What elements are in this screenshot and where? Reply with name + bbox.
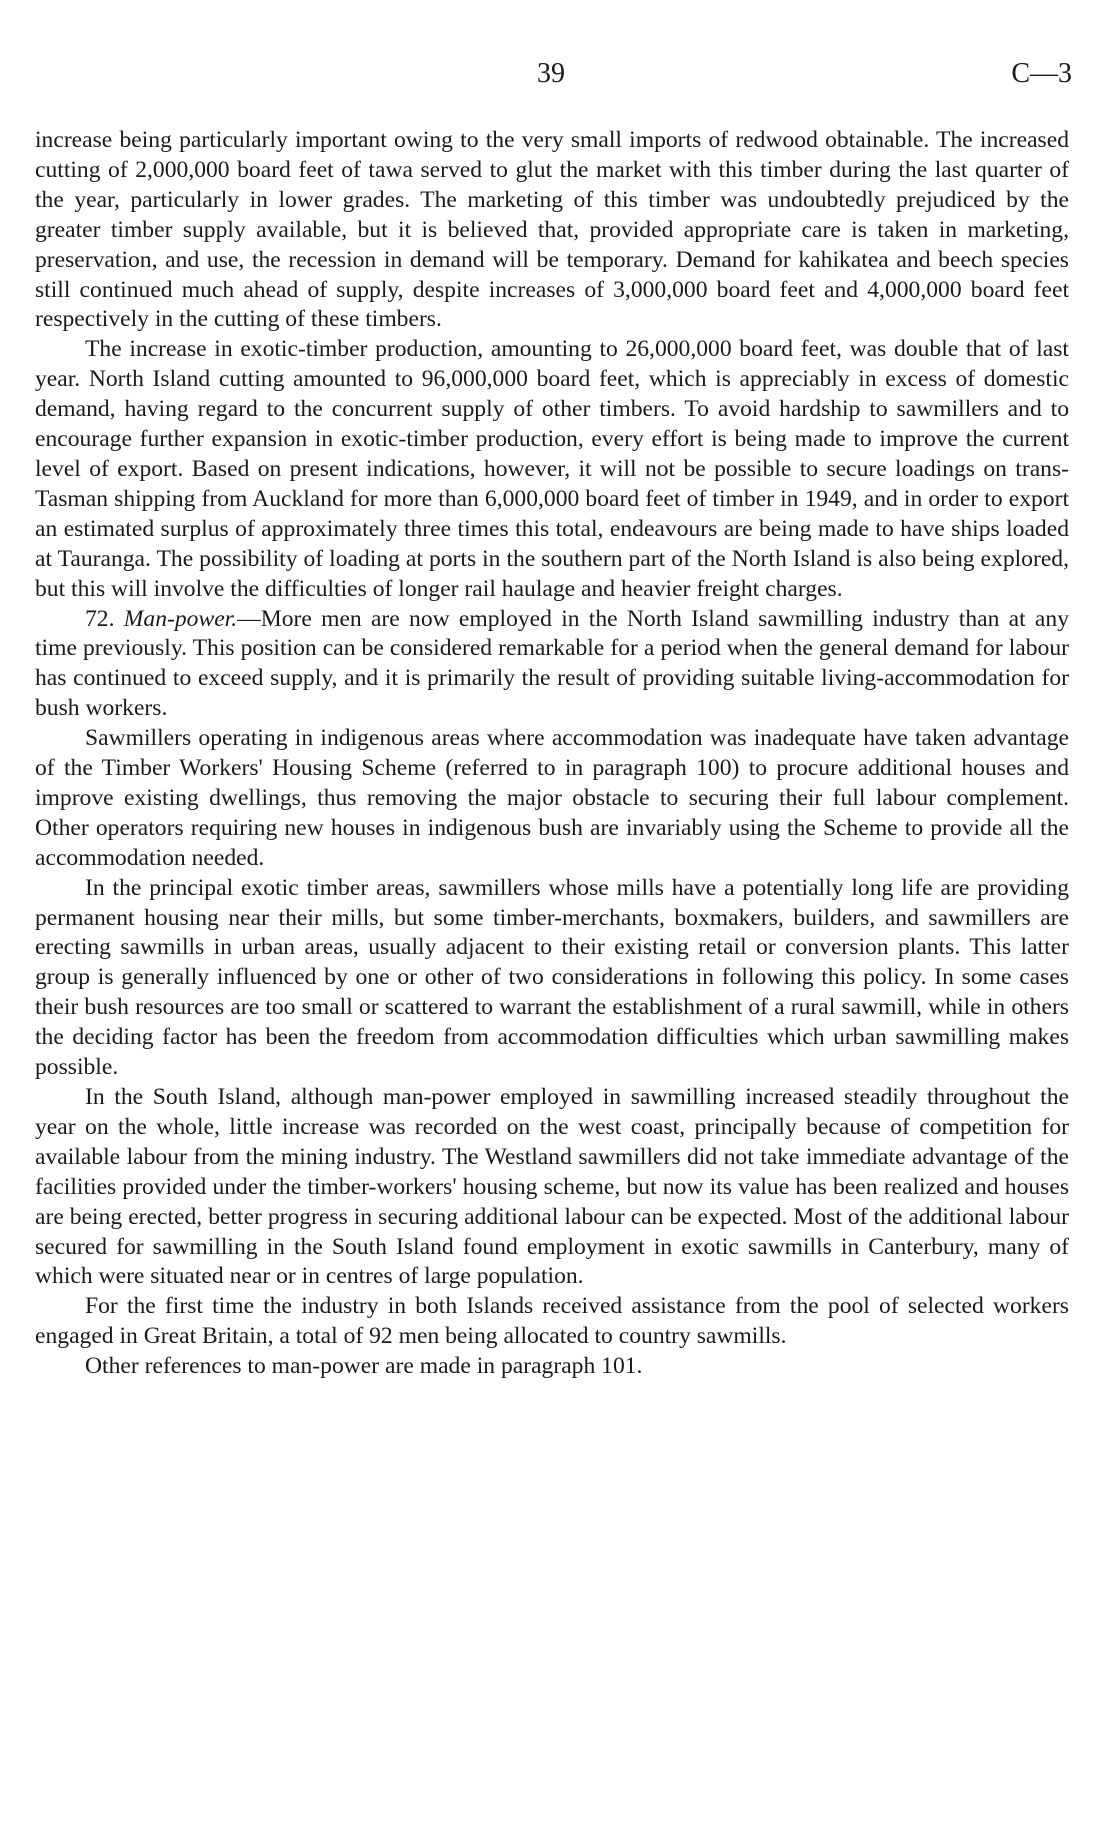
paragraph-heading: Man-power. xyxy=(123,605,238,632)
paragraph-indigenous-areas xyxy=(35,724,1069,874)
paragraph-72-man-power xyxy=(35,605,1069,725)
paragraph-text: In the principal exotic timber areas, sawmillers whose mills have a potentially long life are providing permanent housing near their mills, but some timber-merchants, boxmakers, builders, and sawmillers are erecting sawmills in urban areas, usually adjacent to their existing retail or conversion plants. This latter group is generally influenced by one or other of two considerations in following this policy. In some cases their bush resources are too small or scattered to warrant the establishment of a rural sawmill, while in others the deciding factor has been the freedom from accommodation difficulties which urban sawmilling makes possible. xyxy=(35,874,1069,1081)
paragraph-selected-workers xyxy=(35,1292,1069,1352)
paragraph-continuation xyxy=(35,126,1069,335)
paragraph-text: Sawmillers operating in indigenous areas where accommodation was inadequate have taken advantage of the Timber Workers' Housing Scheme (referred to in paragraph 100) to procure additional houses and improve existing dwellings, thus removing the major obstacle to securing their full labour complement. Other operators requiring new houses in indigenous bush are invariably using the Scheme to provide all the accommodation needed. xyxy=(35,725,1069,871)
page-header xyxy=(0,58,1114,98)
paragraph-south-island xyxy=(35,1083,1069,1292)
paragraph-exotic-timber xyxy=(35,335,1069,604)
paragraph-text: The increase in exotic-timber production, amounting to 26,000,000 board feet, was double that of last year. North Island cutting amounted to 96,000,000 board feet, which is appreciably in excess of domestic demand, having regard to the concurrent supply of other timbers. To avoid hardship to sawmillers and to encourage further expansion in exotic-timber production, every effort is being made to improve the current level of export. Based on present indications, however, it will not be possible to secure loadings on trans-Tasman shipping from Auckland for more than 6,000,000 board feet of timber in 1949, and in order to export an estimated surplus of approximately three times this total, endeavours are being made to have ships loaded at Tauranga. The possibility of loading at ports in the southern part of the North Island is also being explored, but this will involve the difficulties of longer rail haulage and heavier freight charges. xyxy=(35,336,1069,602)
paragraph-other-references xyxy=(35,1352,1069,1382)
paragraph-exotic-areas xyxy=(35,874,1069,1083)
page-number: 39 xyxy=(537,58,565,89)
paragraph-text: For the first time the industry in both Islands received assistance from the pool of selected workers engaged in Great Britain, a total of 92 men being allocated to country sawmills. xyxy=(35,1293,1069,1350)
document-series-code: C—3 xyxy=(1011,58,1072,89)
paragraph-number: 72. xyxy=(85,605,115,632)
paragraph-text: increase being particularly important owing to the very small imports of redwood obtainable. The increased cutting of 2,000,000 board feet of tawa served to glut the market with this timber during the last quarter of the year, particularly in lower grades. The marketing of this timber was undoubtedly prejudiced by the greater timber supply available, but it is believed that, provided appropriate care is taken in marketing, preservation, and use, the recession in demand will be temporary. Demand for kahikatea and beech species still continued much ahead of supply, despite increases of 3,000,000 board feet and 4,000,000 board feet respectively in the cutting of these timbers. xyxy=(35,127,1069,333)
paragraph-text: Other references to man-power are made in paragraph 101. xyxy=(85,1353,643,1380)
paragraph-text: In the South Island, although man-power employed in sawmilling increased steadily throughout the year on the whole, little increase was recorded on the west coast, principally because of competition for available labour from the mining industry. The Westland sawmillers did not take immediate advantage of the facilities provided under the timber-workers' housing scheme, but now its value has been realized and houses are being erected, better progress in securing additional labour can be expected. Most of the additional labour secured for sawmilling in the South Island found employment in exotic sawmills in Canterbury, many of which were situated near or in centres of large population. xyxy=(35,1084,1069,1290)
paragraph-text: —More men are now employed in the North Island sawmilling industry than at any time previously. This position can be considered remarkable for a period when the general demand for labour has continued to exceed supply, and it is primarily the result of providing suitable living-accommodation for bush workers. xyxy=(35,605,1069,722)
body-text xyxy=(35,126,1069,1382)
